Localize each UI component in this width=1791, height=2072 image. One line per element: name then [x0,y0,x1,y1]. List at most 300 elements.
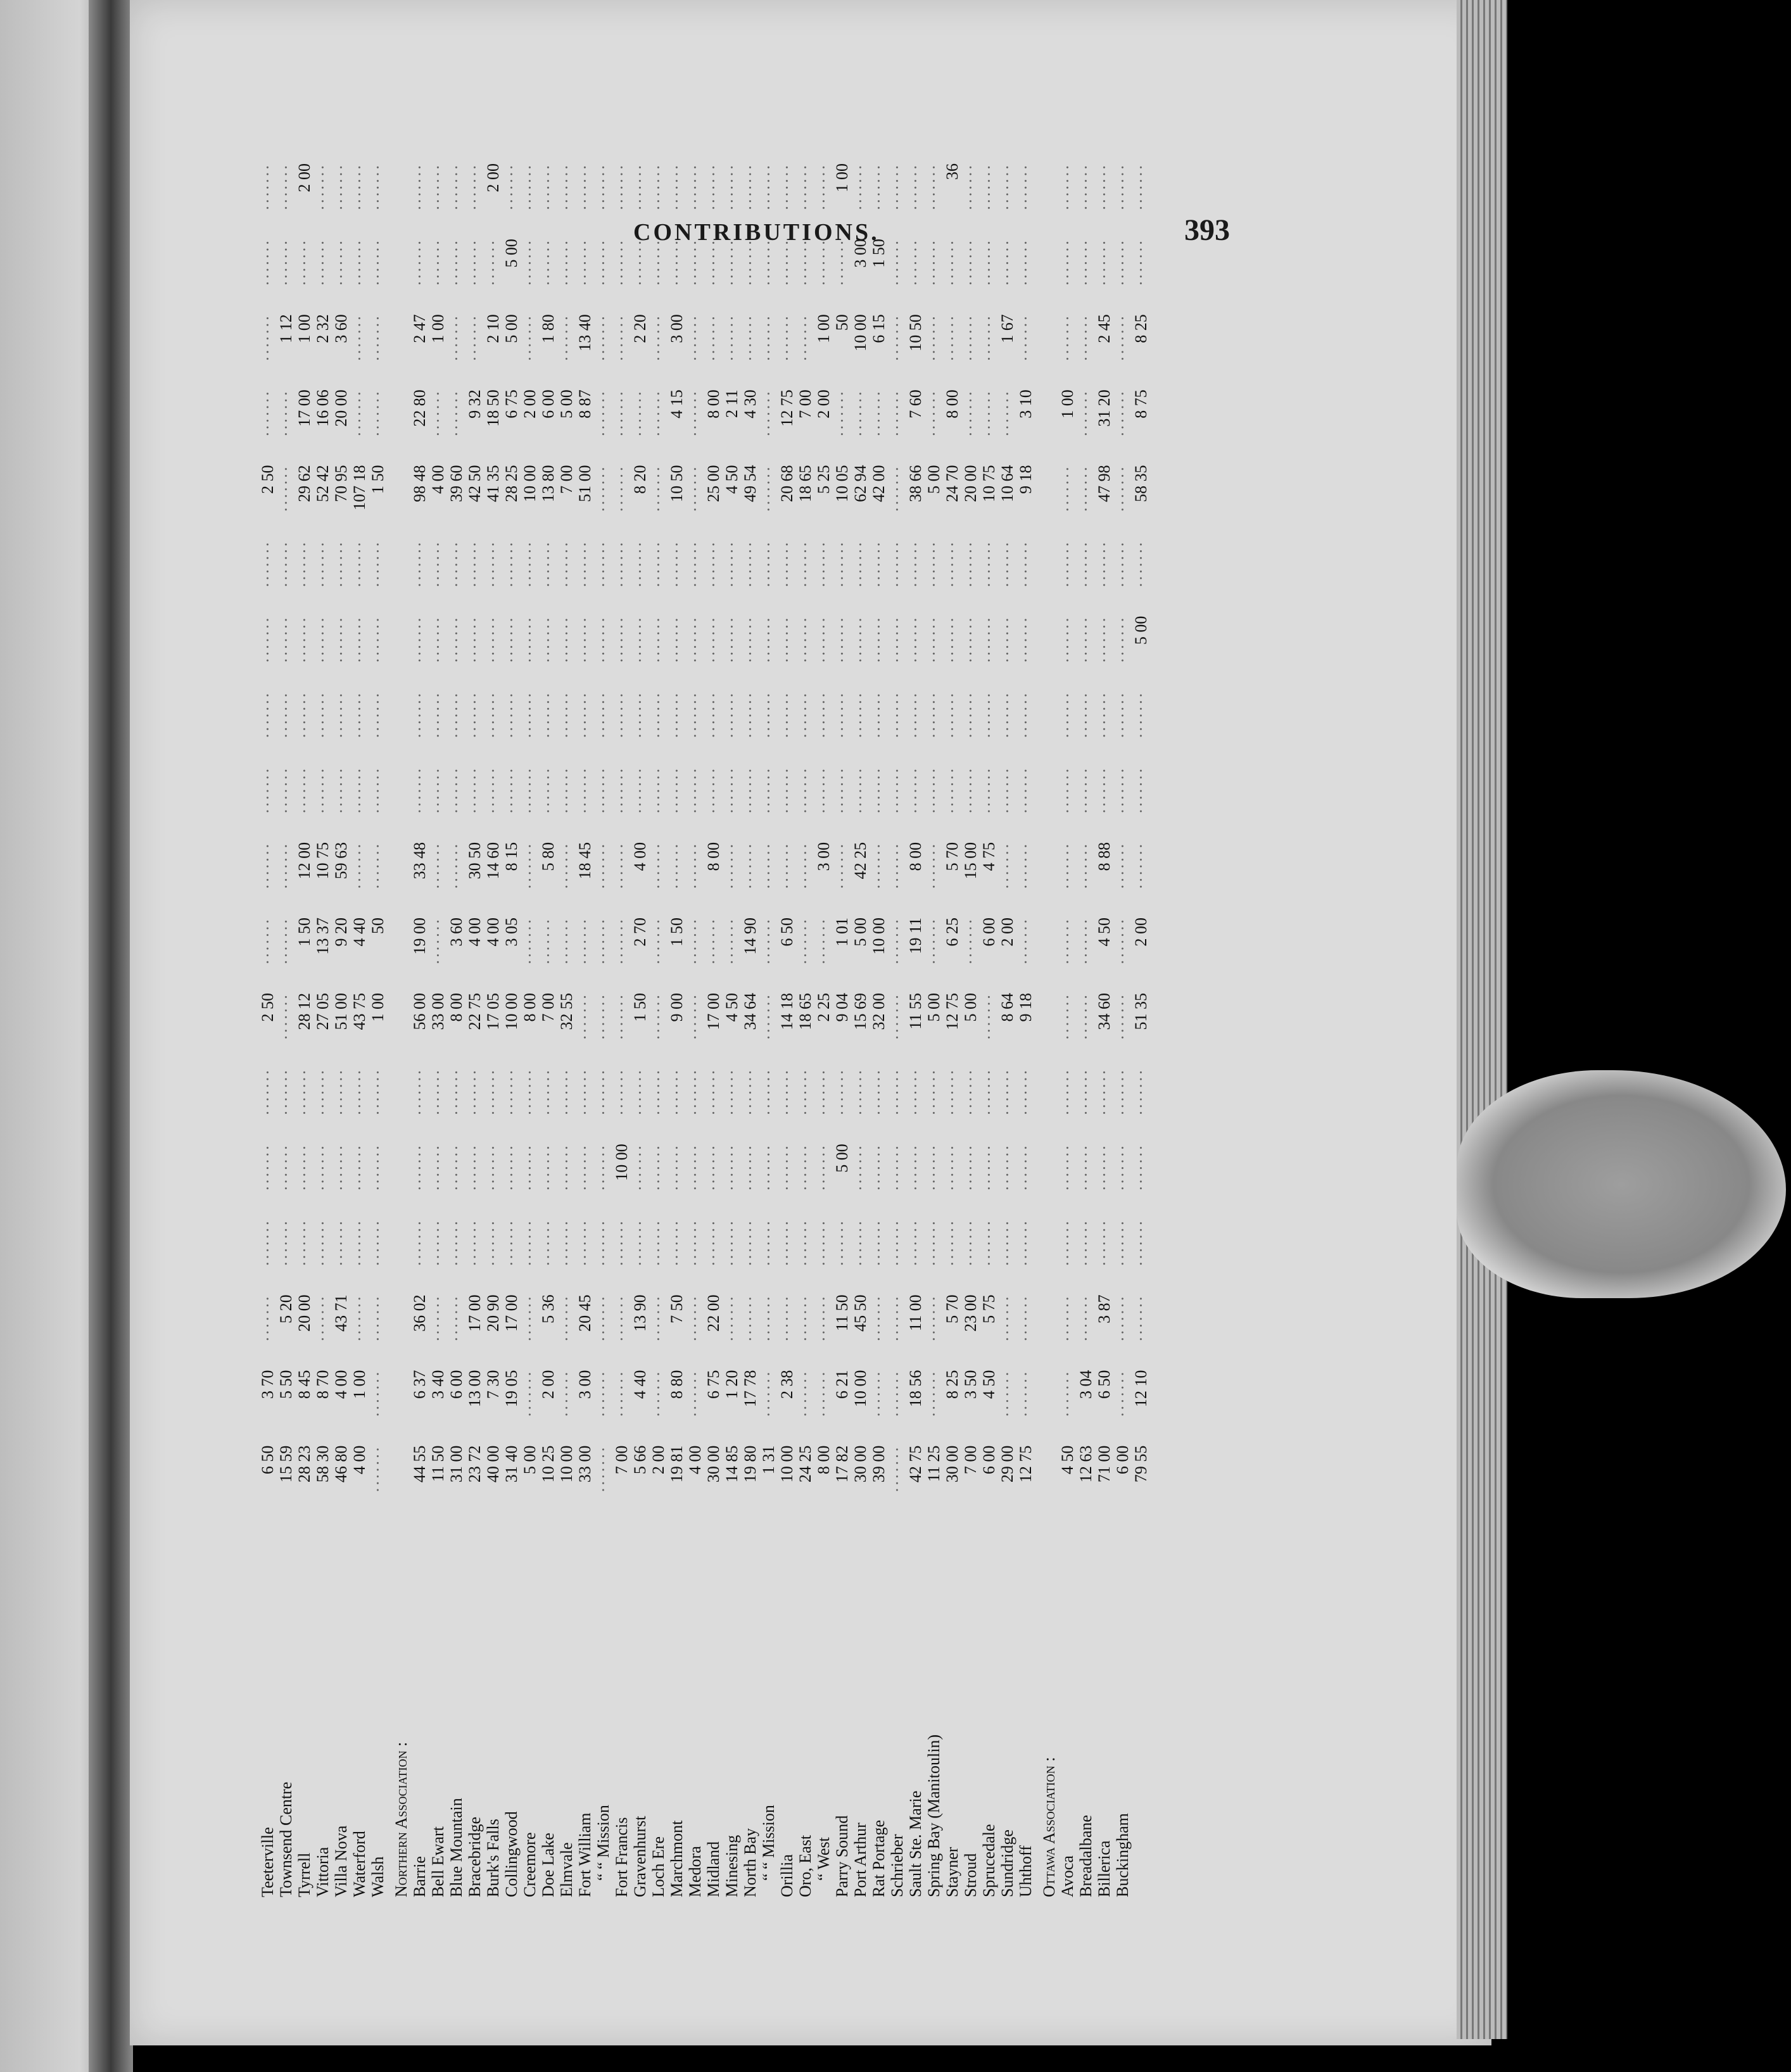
amount-cell: 5 00 [851,917,870,947]
amount-cell: ······· [704,540,723,588]
amount-cell: ······· [870,766,888,814]
place-name: Uhthoff [1016,1845,1035,1897]
table-row [429,158,447,1900]
table-row [851,158,870,1900]
amount-cell: 15 69 [851,993,870,1030]
amount-cell: ······· [521,239,539,286]
amount-cell: ······· [833,766,851,814]
amount-cell: ······· [258,917,277,965]
amount-cell: ······· [906,239,925,286]
table-row [870,158,888,1900]
amount-cell: ······· [998,1370,1016,1418]
amount-cell: ······· [429,239,447,286]
amount-cell: 9 04 [833,993,851,1022]
amount-cell: 17 00 [704,993,723,1030]
amount-cell: 10 00 [870,917,888,955]
amount-cell: ······· [961,1144,980,1191]
table-row [704,158,723,1900]
amount-cell: 8 80 [668,1370,686,1399]
amount-cell: ······· [410,691,429,739]
amount-cell: ······· [369,1445,387,1493]
amount-cell: 6 37 [410,1370,429,1399]
amount-cell: 2 45 [1095,314,1113,343]
amount-cell: ······· [594,540,612,588]
amount-cell: ······· [1113,616,1132,664]
amount-cell: 12 75 [943,993,961,1030]
amount-cell: ······· [429,691,447,739]
amount-cell: ······· [925,314,943,362]
amount-cell: ······· [741,1144,759,1191]
amount-cell: ······· [704,1068,723,1116]
amount-cell: ······· [258,616,277,664]
place-name: Stayner [943,1847,961,1897]
amount-cell: 13 00 [465,1370,484,1408]
amount-cell: ······· [1113,465,1132,512]
amount-cell: 4 40 [631,1370,649,1399]
amount-cell: 2 38 [778,1370,796,1399]
amount-cell: ······· [594,1068,612,1116]
amount-cell: ······· [686,314,704,362]
amount-cell: ······· [796,691,814,739]
amount-cell: 2 50 [258,465,277,494]
amount-cell: 2 11 [723,389,741,418]
amount-cell: ······· [741,163,759,211]
amount-cell: ······· [539,1219,557,1267]
amount-cell: ······· [277,616,295,664]
amount-cell: ······· [778,1219,796,1267]
amount-cell: 22 75 [465,993,484,1030]
amount-cell: 7 30 [484,1370,502,1399]
amount-cell: 5 50 [277,1370,295,1399]
association-name: Ottawa Association : [1040,1757,1058,1897]
amount-cell: 8 00 [447,993,465,1022]
amount-cell: ······· [961,691,980,739]
amount-cell: ······· [1058,163,1077,211]
place-name: Bell Ewart [429,1826,447,1897]
amount-cell: ······· [741,616,759,664]
amount-cell: 42 00 [870,465,888,502]
place-name [1132,1516,1150,1900]
amount-cell: ······· [998,1294,1016,1342]
amount-cell: ······· [539,540,557,588]
amount-cell: ······· [521,917,539,965]
amount-cell: ······· [704,239,723,286]
table-row [814,158,833,1900]
contributions-table-rotated [258,158,1234,1900]
amount-cell: ······· [1095,1068,1113,1116]
amount-cell: ······· [557,163,576,211]
amount-cell: ······· [1077,917,1095,965]
place-name: Fort William [576,1812,594,1897]
place-name: Marchmont [668,1820,686,1897]
table-row [888,158,906,1900]
amount-cell: ······· [576,1219,594,1267]
amount-cell: ······· [313,691,332,739]
amount-cell: ······· [521,1370,539,1418]
amount-cell: ······· [447,1144,465,1191]
amount-cell: ······· [539,766,557,814]
amount-cell: 42 25 [851,842,870,880]
amount-cell: ······· [1113,766,1132,814]
amount-cell: 7 00 [796,389,814,419]
amount-cell: ······· [1077,465,1095,512]
amount-cell: ······· [980,1144,998,1191]
amount-cell: 8 00 [704,389,723,419]
amount-cell: 19 80 [741,1445,759,1483]
amount-cell: ······· [906,1219,925,1267]
amount-cell: ······· [704,163,723,211]
amount-cell: ······· [1113,1068,1132,1116]
amount-cell: 2 00 [649,1445,668,1475]
amount-cell: 32 00 [870,993,888,1030]
table-row [686,158,704,1900]
amount-cell: ······· [888,1219,906,1267]
amount-cell: ······· [594,465,612,512]
amount-cell: ······· [961,616,980,664]
amount-cell: ······· [594,1370,612,1418]
amount-cell: ······· [465,239,484,286]
amount-cell: ······· [612,239,631,286]
amount-cell: ······· [1113,1219,1132,1267]
amount-cell: ······· [277,239,295,286]
amount-cell: ······· [833,691,851,739]
amount-cell: 5 75 [980,1294,998,1323]
amount-cell: ······· [557,1219,576,1267]
amount-cell: ······· [1016,1068,1035,1116]
amount-cell: ······· [1095,163,1113,211]
amount-cell: ······· [925,691,943,739]
amount-cell: ······· [980,691,998,739]
amount-cell: 12 75 [778,389,796,427]
amount-cell: ······· [1077,766,1095,814]
amount-cell: 13 90 [631,1294,649,1332]
amount-cell: 3 10 [1016,389,1035,419]
amount-cell: 12 75 [1016,1445,1035,1483]
amount-cell: ······· [557,766,576,814]
amount-cell: ······· [502,1219,521,1267]
amount-cell: 4 50 [723,993,741,1022]
amount-cell: 4 50 [1058,1445,1077,1475]
amount-cell: ······· [465,616,484,664]
amount-cell: ······· [851,1068,870,1116]
amount-cell: ······· [429,842,447,890]
amount-cell: ······· [429,616,447,664]
amount-cell: ······· [778,163,796,211]
amount-cell: 1 00 [833,163,851,193]
amount-cell: 8 25 [1132,314,1150,343]
amount-cell: ······· [741,540,759,588]
amount-cell: ······· [704,766,723,814]
amount-cell: ······· [686,1294,704,1342]
amount-cell: ······· [631,163,649,211]
amount-cell: ······· [870,616,888,664]
amount-cell: 2 00 [484,163,502,193]
amount-cell: 10 64 [998,465,1016,502]
amount-cell: ······· [814,691,833,739]
amount-cell: ······· [723,1068,741,1116]
table-row [961,158,980,1900]
amount-cell: 19 81 [668,1445,686,1483]
amount-cell: ······· [369,1370,387,1418]
amount-cell: ······· [943,1068,961,1116]
place-name: Blue Mountain [447,1798,465,1897]
amount-cell: 11 55 [906,993,925,1030]
amount-cell: ······· [686,1068,704,1116]
amount-cell: ······· [1077,842,1095,890]
amount-cell: ······· [649,389,668,437]
amount-cell: 2 00 [1132,917,1150,947]
amount-cell: ······· [258,540,277,588]
amount-cell: ······· [612,691,631,739]
amount-cell: ······· [888,616,906,664]
amount-cell: ······· [277,842,295,890]
amount-cell: ······· [686,239,704,286]
amount-cell: 8 25 [943,1370,961,1399]
amount-cell: ······· [631,691,649,739]
amount-cell: ······· [925,1219,943,1267]
amount-cell: ······· [870,1144,888,1191]
table-row [447,158,465,1900]
amount-cell: ······· [686,1144,704,1191]
amount-cell: ······· [594,314,612,362]
amount-cell: ······· [447,616,465,664]
amount-cell: ······· [814,163,833,211]
amount-cell: ······· [465,691,484,739]
amount-cell: ······· [350,691,369,739]
place-name: Medora [686,1846,704,1897]
amount-cell: 13 37 [313,917,332,955]
amount-cell: ······· [429,917,447,965]
amount-cell: ······· [258,1068,277,1116]
amount-cell: ······· [369,842,387,890]
amount-cell: ······· [759,993,778,1040]
amount-cell: ······· [906,691,925,739]
amount-cell: ······· [649,1144,668,1191]
amount-cell: ······· [668,766,686,814]
amount-cell: ······· [502,766,521,814]
amount-cell: 3 00 [576,1370,594,1399]
place-name: North Bay [741,1828,759,1897]
place-name: “ West [814,1837,833,1881]
amount-cell: ······· [814,1370,833,1418]
amount-cell: 30 00 [704,1445,723,1483]
amount-cell: 5 00 [521,1445,539,1475]
amount-cell: 52 42 [313,465,332,502]
amount-cell: ······· [796,1144,814,1191]
amount-cell: 7 00 [961,1445,980,1475]
amount-cell: ······· [961,314,980,362]
amount-cell: 1 01 [833,917,851,947]
amount-cell: 43 75 [350,993,369,1030]
amount-cell: ······· [668,691,686,739]
amount-cell: 18 50 [484,389,502,427]
amount-cell: ······· [888,1144,906,1191]
amount-cell: 36 [943,163,961,180]
amount-cell: 5 00 [925,465,943,494]
amount-cell: ······· [258,691,277,739]
amount-cell: ······· [1058,917,1077,965]
amount-cell: ······· [686,993,704,1040]
amount-cell: ······· [447,691,465,739]
amount-cell: ······· [668,1068,686,1116]
amount-cell: ······· [277,1219,295,1267]
amount-cell: ······· [888,239,906,286]
amount-cell: ······· [888,465,906,512]
place-name: Oro, East [796,1835,814,1897]
amount-cell: ······· [612,842,631,890]
amount-cell: ······· [961,1219,980,1267]
amount-cell: ······· [814,1219,833,1267]
amount-cell: ······· [594,239,612,286]
amount-cell: ······· [851,1219,870,1267]
amount-cell: ······· [796,1068,814,1116]
place-name: Midland [704,1841,723,1897]
amount-cell: ······· [277,691,295,739]
amount-cell: 6 00 [1113,1445,1132,1475]
amount-cell: 2 70 [631,917,649,947]
amount-cell: ······· [1058,239,1077,286]
amount-cell: ······· [814,917,833,965]
amount-cell: ······· [704,917,723,965]
amount-cell: 6 75 [704,1370,723,1399]
amount-cell: ······· [686,389,704,437]
amount-cell: 38 66 [906,465,925,502]
amount-cell: ······· [649,1068,668,1116]
amount-cell: ······· [576,616,594,664]
amount-cell: ······· [723,239,741,286]
amount-cell: 1 50 [668,917,686,947]
amount-cell: 23 72 [465,1445,484,1483]
amount-cell: 1 12 [277,314,295,343]
amount-cell: ······· [1058,540,1077,588]
amount-cell: ······· [759,1370,778,1418]
amount-cell: ······· [943,616,961,664]
amount-cell: ······· [502,616,521,664]
table-row [594,158,612,1900]
amount-cell: ······· [998,766,1016,814]
amount-cell: ······· [350,1294,369,1342]
amount-cell: 1 00 [814,314,833,343]
amount-cell: ······· [723,314,741,362]
amount-cell: ······· [631,616,649,664]
amount-cell: ······· [759,389,778,437]
amount-cell: 4 00 [484,917,502,947]
amount-cell: 15 00 [961,842,980,880]
amount-cell: ······· [295,691,313,739]
amount-cell: ······· [277,540,295,588]
amount-cell: ······· [1077,540,1095,588]
amount-cell: ······· [668,239,686,286]
amount-cell: 2 50 [258,993,277,1022]
amount-cell: 6 50 [258,1445,277,1475]
amount-cell: ······· [277,1068,295,1116]
place-name: Stroud [961,1853,980,1897]
amount-cell: ······· [1016,1219,1035,1267]
amount-cell: ······· [796,1370,814,1418]
amount-cell: ······· [704,616,723,664]
amount-cell: 22 80 [410,389,429,427]
amount-cell: ······· [576,163,594,211]
amount-cell: 4 50 [723,465,741,494]
amount-cell: ······· [1077,163,1095,211]
amount-cell: ······· [502,540,521,588]
amount-cell: ······· [539,1144,557,1191]
amount-cell: ······· [759,314,778,362]
amount-cell: ······· [447,1219,465,1267]
amount-cell: 8 70 [313,1370,332,1399]
place-name: Breadalbane [1077,1815,1095,1897]
amount-cell: ······· [557,1370,576,1418]
amount-cell: 59 63 [332,842,350,880]
amount-cell: ······· [1016,1294,1035,1342]
amount-cell: ······· [796,842,814,890]
amount-cell: 5 20 [277,1294,295,1323]
amount-cell: 18 65 [796,993,814,1030]
amount-cell: ······· [1077,616,1095,664]
amount-cell: 20 00 [332,389,350,427]
amount-cell: 33 00 [576,1445,594,1483]
amount-cell: ······· [612,1370,631,1418]
amount-cell: ······· [741,691,759,739]
amount-cell: ······· [1132,1144,1150,1191]
place-name: Villa Nova [332,1825,350,1897]
amount-cell: ······· [369,163,387,211]
amount-cell: 27 05 [313,993,332,1030]
place-name: Orillia [778,1854,796,1897]
table-row [484,158,502,1900]
amount-cell: ······· [258,1219,277,1267]
amount-cell: 5 00 [502,314,521,343]
amount-cell: 10 00 [851,1370,870,1408]
amount-cell: ······· [888,993,906,1040]
amount-cell: ······· [484,1068,502,1116]
place-name: Sault Ste. Marie [906,1790,925,1897]
amount-cell: ······· [888,1370,906,1418]
amount-cell: ······· [888,540,906,588]
amount-cell: ······· [759,616,778,664]
table-row [833,158,851,1900]
amount-cell: ······· [258,314,277,362]
place-name: Parry Sound [833,1815,851,1897]
amount-cell: ······· [631,1068,649,1116]
amount-cell: ······· [704,1144,723,1191]
amount-cell: 7 50 [668,1294,686,1323]
amount-cell: ······· [649,842,668,890]
amount-cell: ······· [465,1144,484,1191]
amount-cell: ······· [1058,1219,1077,1267]
amount-cell: 12 10 [1132,1370,1150,1408]
amount-cell: ······· [649,163,668,211]
page-number: 393 [1184,213,1230,247]
amount-cell: ······· [612,163,631,211]
amount-cell: ······· [796,1294,814,1342]
amount-cell: 8 00 [943,389,961,419]
amount-cell: ······· [576,239,594,286]
amount-cell: 5 00 [557,389,576,419]
amount-cell: ······· [778,540,796,588]
table-row [796,158,814,1900]
amount-cell: ······· [925,616,943,664]
amount-cell: ······· [888,1294,906,1342]
amount-cell: ······· [796,917,814,965]
amount-cell: 11 00 [906,1294,925,1331]
amount-cell: ······· [521,766,539,814]
amount-cell: ······· [557,239,576,286]
amount-cell: ······· [502,1068,521,1116]
amount-cell: 44 55 [410,1445,429,1483]
amount-cell: 9 18 [1016,993,1035,1022]
amount-cell: ······· [943,1219,961,1267]
